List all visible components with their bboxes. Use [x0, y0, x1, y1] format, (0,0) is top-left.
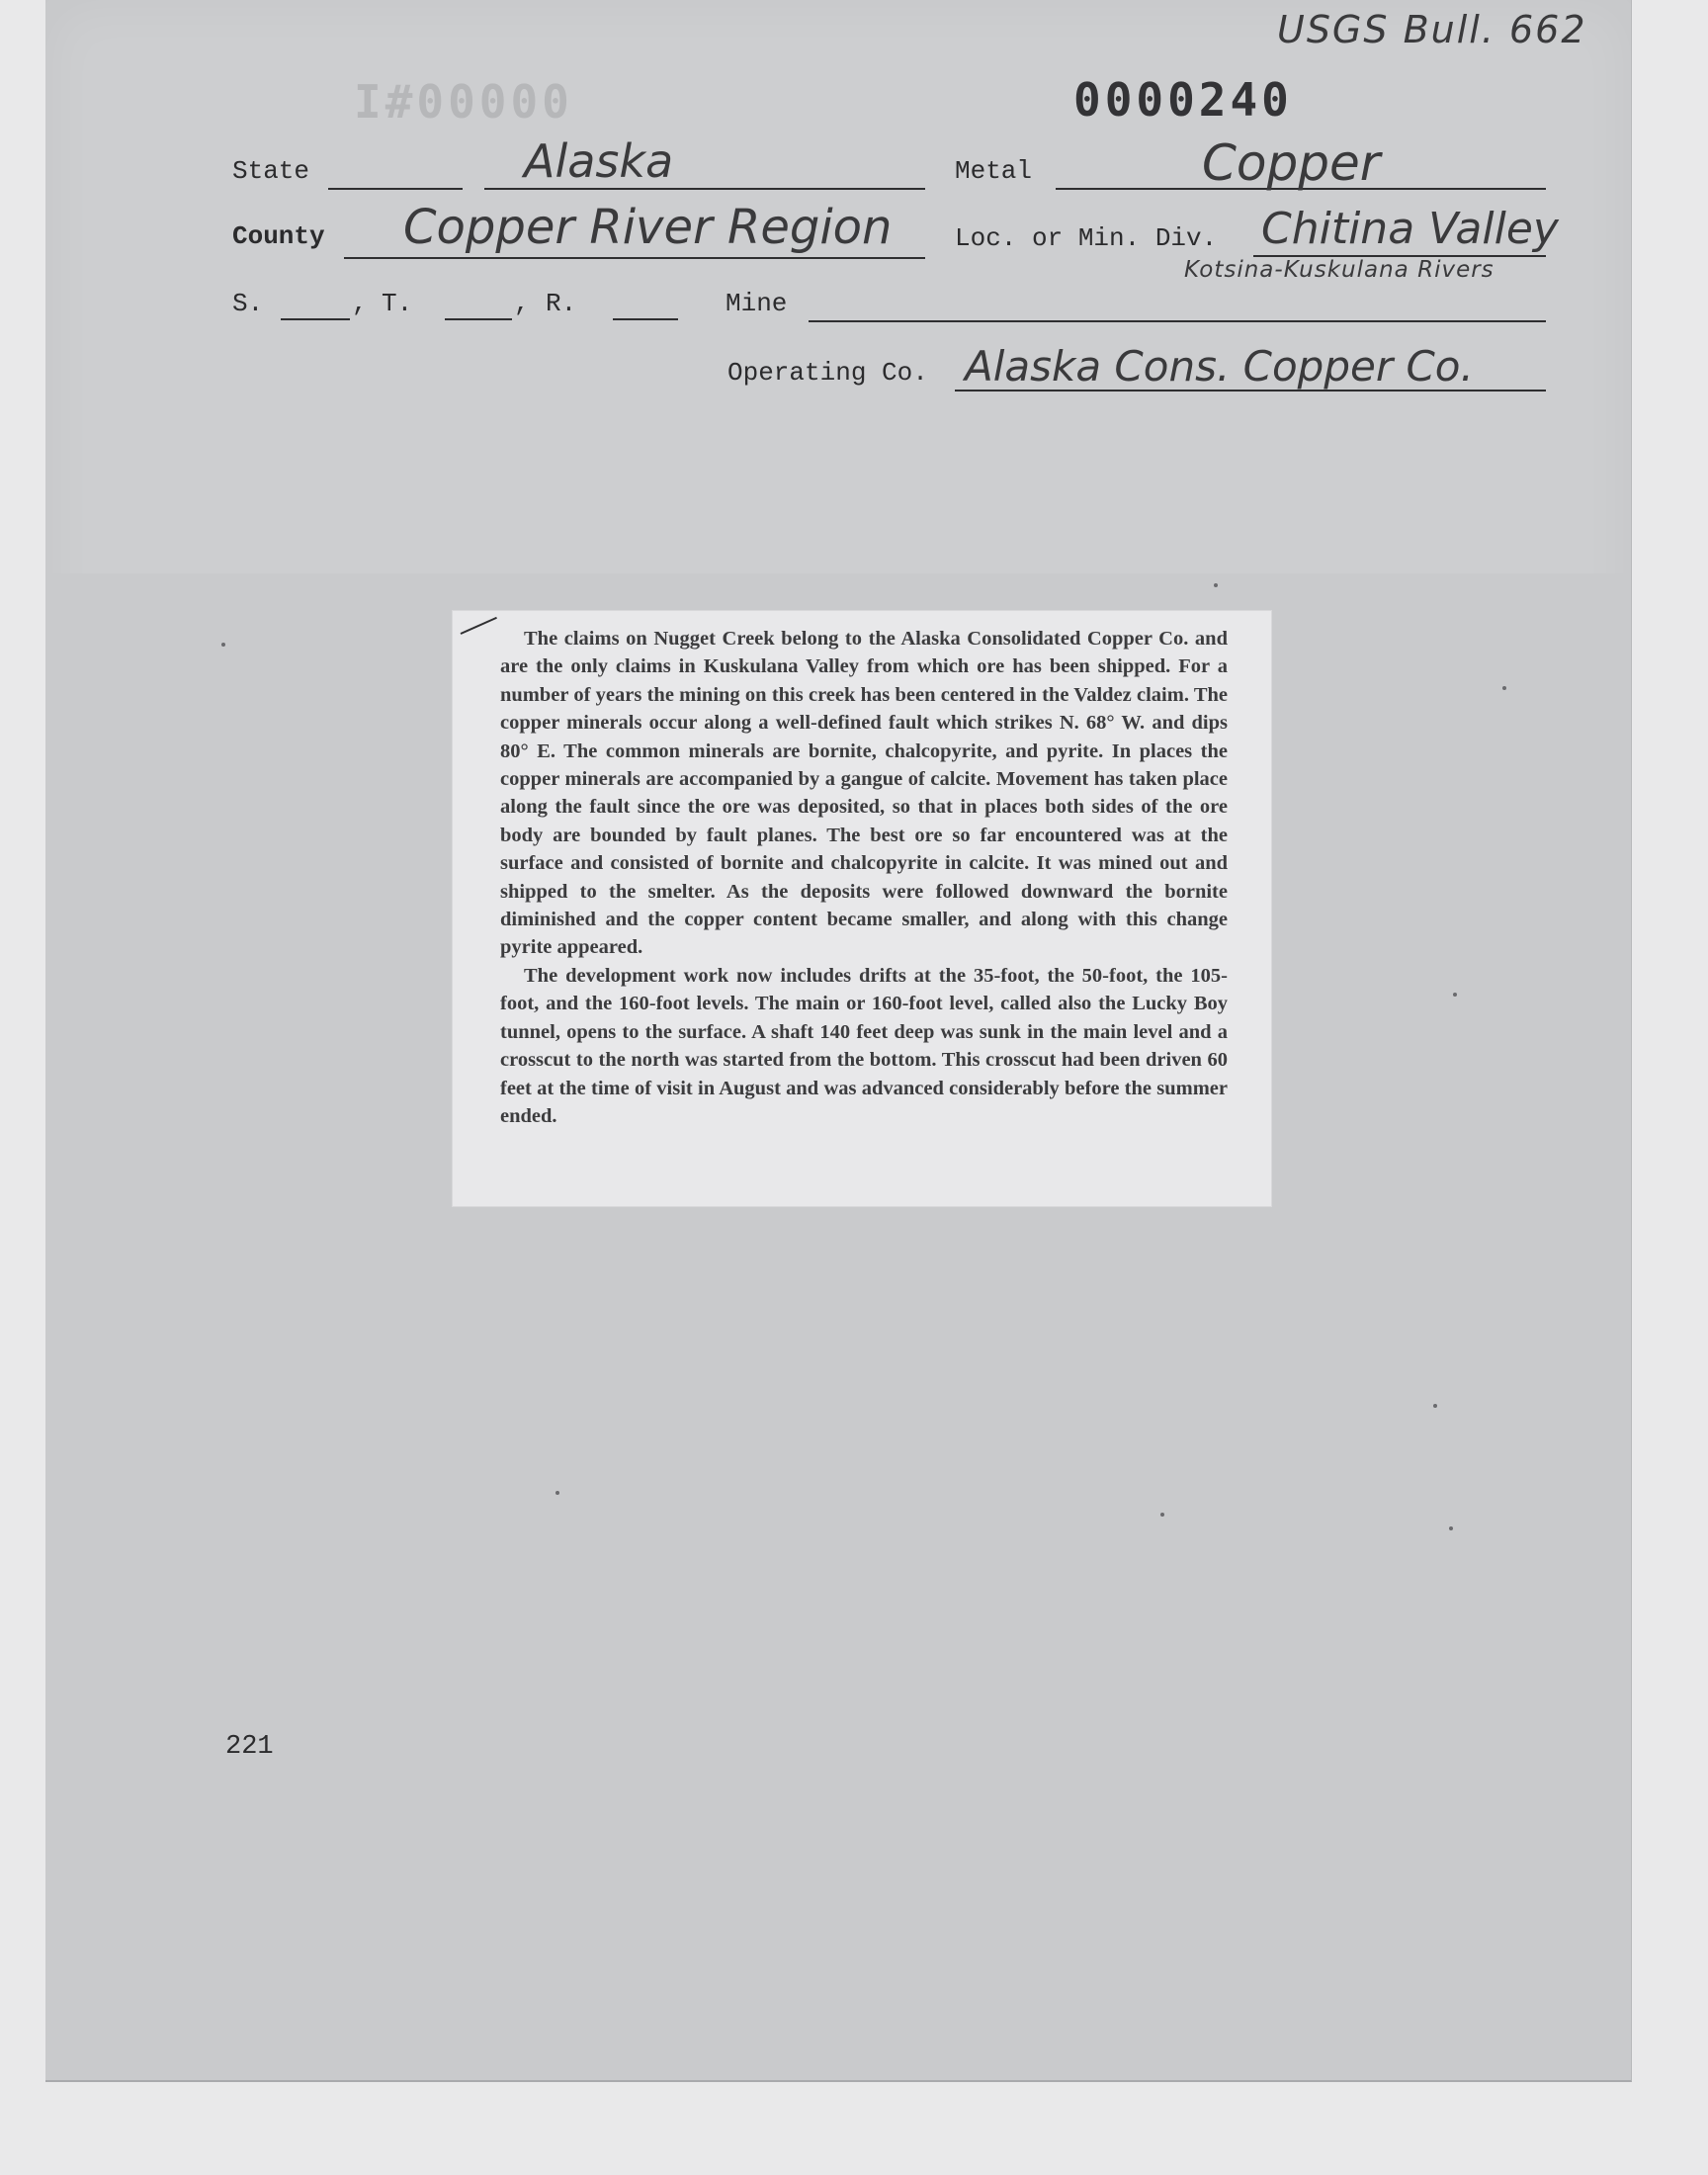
county-underline: [344, 257, 925, 259]
dust-speck: [1449, 1526, 1453, 1530]
page-number: 221: [225, 1732, 274, 1762]
state-value: Alaska: [524, 134, 674, 188]
clipping-paragraph-2: The development work now includes drifts at the 35-foot, the 50-foot, the 105-foot, and the 160-foot levels. The main or 160-foot level, called also the Lucky Boy tunnel, opens to the surface. A shaft 140 feet deep was sunk in the main level and a crosscut to the north was started from the bottom. This crosscut had been driven 60 feet at the time of visit in August and was advanced considerably before the summer ended.: [500, 964, 1228, 1127]
section-underline: [281, 318, 350, 320]
state-label: State: [232, 156, 310, 186]
county-label: County: [232, 221, 325, 251]
clipping-paragraph-1: The claims on Nugget Creek belong to the Alaska Consolidated Copper Co. and are the only claims in Kuskulana Valley from which ore has been shipped. For a number of years the mining on this creek has been centered in the Valdez claim. The copper minerals occur along a well-defined fault which strikes N. 68° W. and dips 80° E. The common minerals are bornite, chalcopyrite, and pyrite. In places the copper minerals are accompanied by a gangue of calcite. Movement has taken place along the fault since the ore was deposited, so that in places both sides of the ore body are bounded by fault planes. The best ore so far encountered was at the surface and consisted of bornite and chalcopyrite in calcite. It was mined out and shipped to the smelter. As the deposits were followed downward the bornite diminished and the copper content became smaller, and along with this change pyrite appeared.: [500, 628, 1228, 959]
record-number-stamp: 0000240: [1073, 73, 1293, 127]
dust-speck: [1433, 1404, 1437, 1408]
state-underline-b: [484, 188, 925, 190]
mine-underline: [809, 320, 1546, 322]
loc-min-div-value: Chitina Valley: [1261, 204, 1559, 254]
section-comma: ,: [352, 289, 368, 318]
usgs-annotation: USGS Bull. 662: [1277, 8, 1587, 51]
metal-value: Copper: [1202, 134, 1381, 192]
clipping-mark: [461, 617, 497, 635]
clipping-text: [500, 625, 1228, 1130]
record-card: [45, 0, 1632, 2082]
loc-min-div-label: Loc. or Min. Div.: [955, 223, 1218, 253]
pasted-clipping: [453, 611, 1271, 1206]
operating-co-label: Operating Co.: [727, 358, 928, 388]
dust-speck: [221, 643, 225, 647]
township-underline: [445, 318, 512, 320]
county-value: Copper River Region: [403, 200, 893, 255]
range-label: R.: [546, 289, 577, 318]
dust-speck: [1160, 1513, 1164, 1517]
faded-stamp-number: I#00000: [354, 75, 573, 129]
mine-label: Mine: [726, 289, 788, 318]
operating-co-value: Alaska Cons. Copper Co.: [965, 342, 1474, 391]
dust-speck: [555, 1491, 559, 1495]
range-underline: [613, 318, 678, 320]
township-comma: ,: [514, 289, 530, 318]
dust-speck: [1214, 583, 1218, 587]
township-label: T.: [382, 289, 413, 318]
dust-speck: [1453, 993, 1457, 997]
section-label: S.: [232, 289, 264, 318]
dust-speck: [1502, 686, 1506, 690]
state-underline-a: [328, 188, 463, 190]
loc-min-div-note: Kotsina-Kuskulana Rivers: [1184, 257, 1494, 283]
metal-label: Metal: [955, 156, 1033, 186]
